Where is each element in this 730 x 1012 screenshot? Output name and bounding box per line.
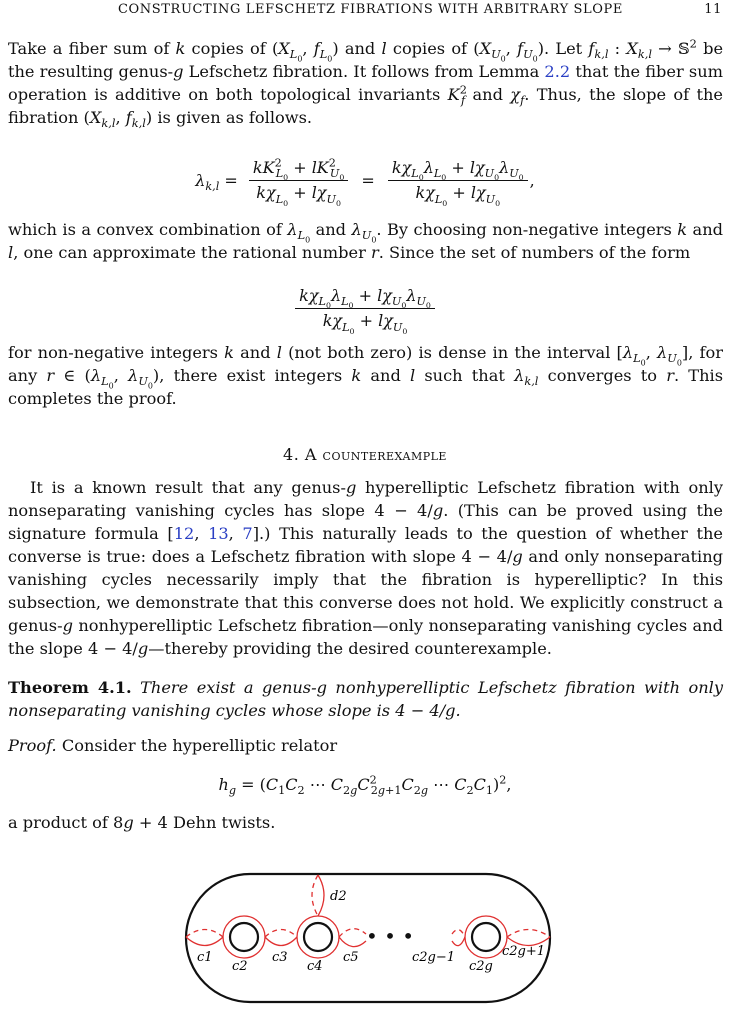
- curve-d2-front: [318, 875, 324, 916]
- label-c2g+1: c2g+1: [502, 944, 546, 959]
- paragraph-dehn-twists: a product of 8g + 4 Dehn twists.: [8, 813, 276, 832]
- section-heading: 4. A counterexample: [283, 445, 447, 464]
- curve-d2-back: [312, 875, 318, 916]
- theorem-label: Theorem 4.1.: [8, 678, 132, 697]
- ellipsis-dots: • • •: [366, 924, 415, 948]
- label-c5: c5: [343, 950, 359, 965]
- label-c2g-1: c2g−1: [412, 950, 456, 965]
- paragraph-dense: for non-negative integers k and l (not both zero) is dense in the interval [$\lambda_{L_0}$, $\lambda_{U_0}$], for any r ∈ ($\lambda_{L_0}$, $\lambda_{U_0}$), there exist integers k and l such that $\lambda_{k,l}$ converges to r. This completes the proof.: [8, 343, 724, 408]
- label-c2: c2: [232, 959, 248, 974]
- curve-c1-front: [186, 937, 223, 946]
- paragraph-known-result: It is a known result that any genus-g hyperelliptic Lefschetz fibration with only nonseparating vanishing cycles has slope 4 − 4/g. (This can be proved using the signature formula [12, 13, 7].) This naturally leads to the question of whether the converse is true: does a Lefschetz fibration with slope 4 − 4/g and only nonseparating vanishing cycles necessarily imply that the fibration is hyperelliptic? In this subsection, we demonstrate that this converse does not hold. We explicitly construct a genus-g nonhyperelliptic Lefschetz fibration—only nonseparating vanishing cycles and the slope 4 − 4/g—thereby providing the desired counterexample.: [8, 478, 724, 658]
- label-d2: d2: [330, 889, 347, 904]
- curve-c5-back: [339, 929, 366, 937]
- proof-start: [8, 734, 723, 757]
- paragraph-fiber-sum: Take a fiber sum of k copies of ($X_{L_0}$, $f_{L_0}$) and l copies of ($X_{U_0}$, $f_{U_0}$). Let $f_{k,l}$ : $X_{k,l}$ → 𝕊$^2$ be the resulting genus-g Lefschetz fibration. It follows from Lemma 2.2 that the fiber sum operation is additive on both topological invariants $K^2_f$ and $\chi_f$. Thus, the slope of the fibration ($X_{k,l}$, $f_{k,l}$) is given as follows.: [8, 36, 724, 131]
- theorem-body: There exist a genus-g nonhyperelliptic Lefschetz fibration with only nonseparating vanishing cycles whose slope is 4 − 4/g.: [8, 678, 723, 720]
- paragraph-convex: which is a convex combination of $\lambda_{L_0}$ and $\lambda_{U_0}$. By choosing non-negative integers k and l, one can approximate the rational number r. Since the set of numbers of the form: [8, 220, 723, 262]
- label-c2g: c2g: [469, 959, 493, 974]
- curve-c5-front: [339, 937, 366, 947]
- hole-2: [304, 923, 332, 951]
- curve-c2gm1-back: [452, 930, 465, 937]
- running-title: CONSTRUCTING LEFSCHETZ FIBRATIONS WITH ARBITRARY SLOPE: [118, 2, 623, 17]
- theorem-4-1: [8, 676, 723, 722]
- citation-link-12[interactable]: 12: [173, 524, 195, 543]
- form-equation: $\frac{k\chi_{L_0}\lambda_{L_0} + l\chi_{U_0}\lambda_{U_0}}{k\chi_{L_0} + l\chi_{U_0}}$: [0, 286, 730, 332]
- relator-equation: $h_g = (C_1C_2$ ⋯ $C_{2g}C^2_{2g+1}C_{2g}$ ⋯ $C_2C_1)^2$,: [218, 773, 512, 798]
- curve-c3-back: [265, 930, 297, 938]
- curve-c2gm1-front: [452, 937, 465, 946]
- citation-link-7[interactable]: 7: [242, 524, 253, 543]
- lemma-link[interactable]: 2.2: [544, 62, 571, 81]
- curve-c3-front: [265, 937, 297, 946]
- citation-link-13[interactable]: 13: [208, 524, 229, 543]
- proof-text: Consider the hyperelliptic relator: [61, 736, 338, 755]
- label-c1: c1: [197, 950, 213, 965]
- curve-c2gp1-back: [507, 930, 550, 938]
- proof-label: Proof.: [8, 736, 57, 755]
- surface-figure: [180, 866, 556, 1006]
- label-c4: c4: [307, 959, 323, 974]
- curve-c1-back: [186, 930, 223, 938]
- slope-equation: $\lambda_{k,l}$ = $\frac{kK^2_{L_0} + lK^2_{U_0}}{k\chi_{L_0} + l\chi_{U_0}}$ = $\frac{k\chi_{L_0}\lambda_{L_0} + l\chi_{U_0}\lambda_{U_0}}{k\chi_{L_0} + l\chi_{U_0}}$ ,: [195, 156, 535, 208]
- page-number: 11: [704, 2, 722, 17]
- hole-1: [230, 923, 258, 951]
- hole-g: [472, 923, 500, 951]
- label-c3: c3: [272, 950, 288, 965]
